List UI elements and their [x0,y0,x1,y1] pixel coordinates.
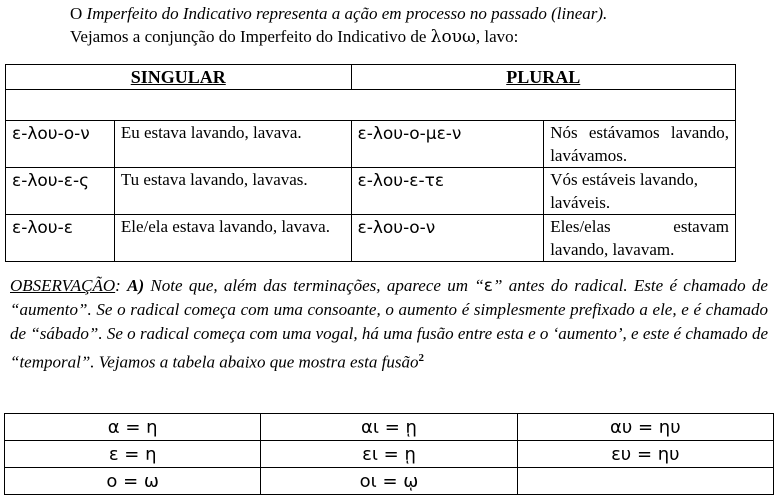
singular-translation-cell: Ele/ela estava lavando, lavava. [114,215,351,262]
intro-line-1-prefix: O [70,4,87,23]
intro-line-2-suffix: , lavo: [475,27,519,46]
intro-greek-verb: λουω [430,27,476,47]
singular-greek-cell: ε-λου-ε [6,215,115,262]
plural-translation-cell: Vós estáveis lavando, laváveis. [544,168,736,215]
observation-colon: : [115,276,128,295]
intro-line-2-prefix: Vejamos a conjunção do Imperfeito do Indicativo de [70,27,431,46]
fusion-row [5,468,774,495]
intro-line-2 [70,25,607,49]
fusion-cell [517,468,773,495]
observation-point: A) [127,276,145,295]
intro-line-1 [70,2,607,25]
observation-text-2: ” antes do radical. Este é chamado de “aumento”. Se o radical começa com uma consoante, o aumento é simplesmente prefixado a ele, e é chamado de “sábado”. Se o radical começa com uma vogal, há uma fusão entre esta e o ‘aumento’, e este é chamado de “temporal”. Vejamos a tabela abaixo que mostra esta fusão [10,276,768,372]
plural-header: PLURAL [351,65,736,90]
fusion-cell: ο = ω [5,468,261,495]
conjugation-row [6,215,736,262]
singular-header: SINGULAR [6,65,352,90]
conjugation-table [5,64,736,262]
observation-text-1: Note que, além das terminações, aparece um “ [144,276,484,295]
fusion-cell: αυ = ηυ [517,414,773,441]
conjugation-row [6,121,736,168]
observation-paragraph [10,274,768,375]
singular-greek-cell: ε-λου-ε-ς [6,168,115,215]
plural-greek-cell: ε-λου-ο-ν [351,215,544,262]
singular-translation-cell: Eu estava lavando, lavava. [114,121,351,168]
fusion-cell: αι = ῃ [261,414,517,441]
singular-greek-cell: ε-λου-ο-ν [6,121,115,168]
spacer-cell [6,90,736,121]
intro-text [70,2,607,49]
fusion-cell: ει = ῃ [261,441,517,468]
fusion-cell: οι = ῳ [261,468,517,495]
singular-translation-cell: Tu estava lavando, lavavas. [114,168,351,215]
plural-greek-cell: ε-λου-ο-με-ν [351,121,544,168]
footnote-marker: 2 [418,352,424,364]
plural-greek-cell: ε-λου-ε-τε [351,168,544,215]
vowel-fusion-table [4,413,774,495]
fusion-row [5,441,774,468]
conjugation-spacer-row [6,90,736,121]
plural-translation-cell: Nós estávamos lavando, lavávamos. [544,121,736,168]
conjugation-row [6,168,736,215]
fusion-row [5,414,774,441]
fusion-cell: ευ = ηυ [517,441,773,468]
fusion-cell: α = η [5,414,261,441]
intro-line-1-italic: Imperfeito do Indicativo representa a ação em processo no passado (linear). [86,4,608,23]
observation-label: OBSERVAÇÃO [10,276,116,295]
conjugation-header-row [6,65,736,90]
observation-epsilon: ε [483,276,493,296]
plural-translation-cell: Eles/elas estavam lavando, lavavam. [544,215,736,262]
fusion-cell: ε = η [5,441,261,468]
